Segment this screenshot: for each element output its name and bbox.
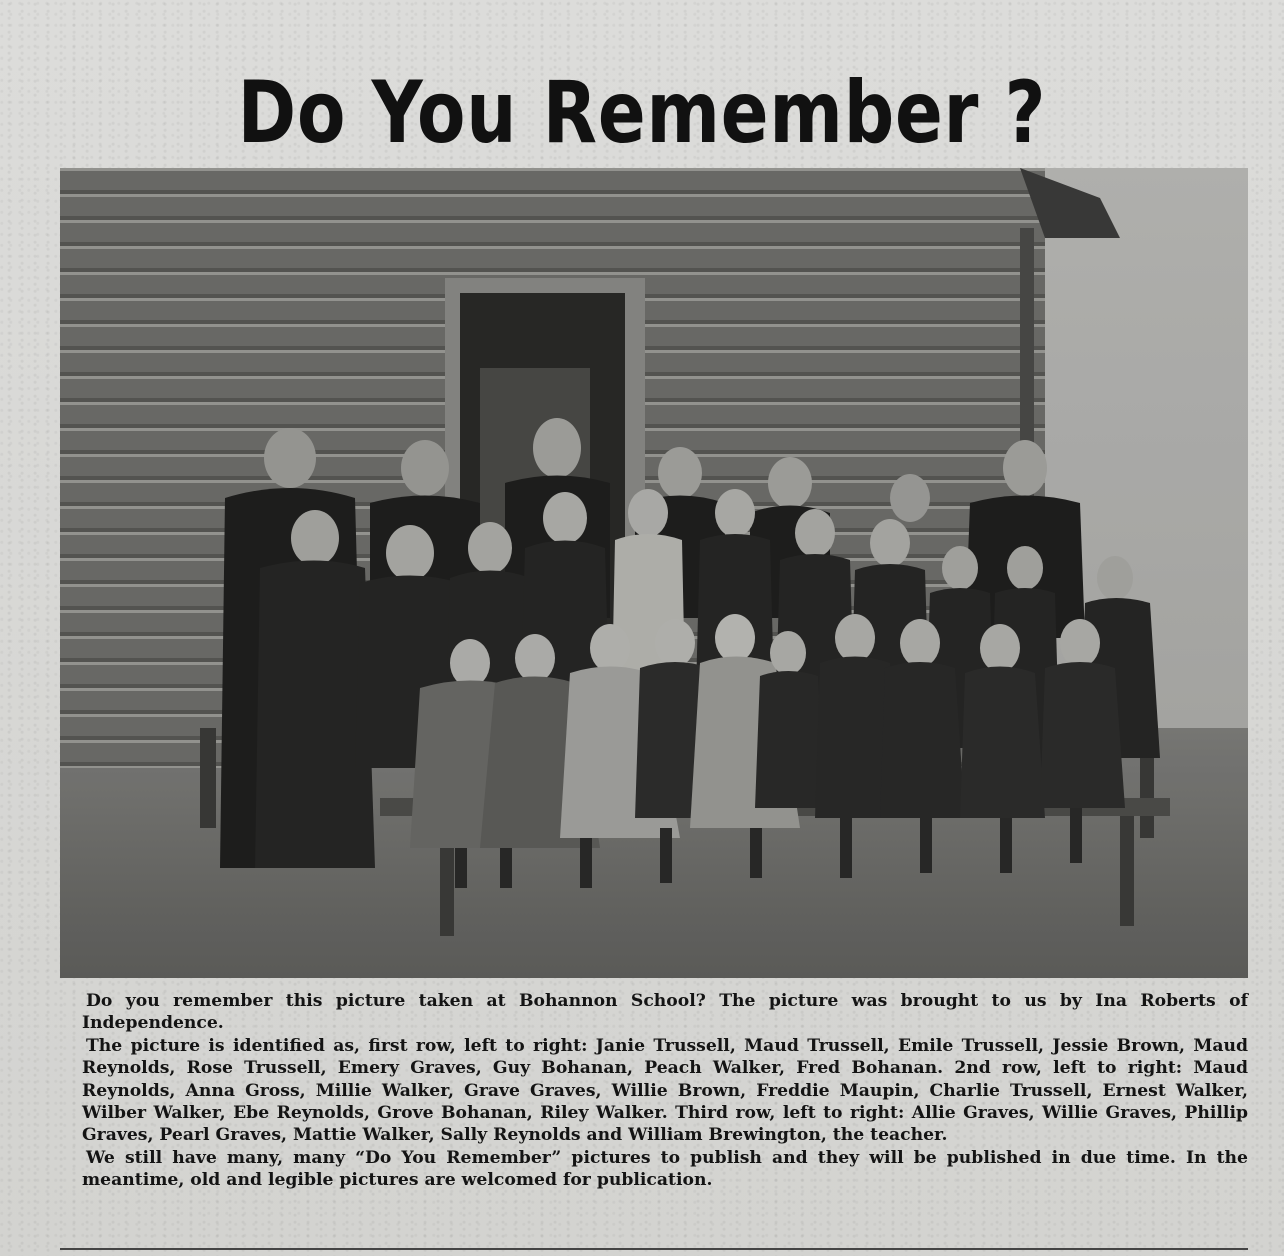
headline: Do You Remember ? [237, 63, 1047, 163]
caption-closing-note: We still have many, many “Do You Remember” pictures to publish and they will be published in due time. In the meantime, old and legible pictures are welcomed for publication. [82, 1147, 1248, 1191]
photo-illustration [60, 168, 1248, 978]
caption-intro: Do you remember this picture taken at Bohannon School? The picture was brought to us by Ina Roberts of Independence. [82, 991, 1248, 1034]
school-group-photo [60, 168, 1248, 978]
bottom-rule [60, 1248, 1248, 1250]
caption-identification: The picture is identified as, first row, left to right: Janie Trussell, Maud Trussell, Emile Trussell, Jessie Brown, Maud Reynolds, Rose Trussell, Emery Graves, Guy Bohanan, Peach Walker, Fred Bohanan. 2nd row, left to right: Maud Reynolds, Anna Gross, Millie Walker, Grave Graves, Willie Brown, Freddie Maupin, Charlie Trussell, Ernest Walker, Wilber Walker, Ebe Reynolds, Grove Bohanan, Riley Walker. Third row, left to right: Allie Graves, Willie Graves, Phillip Graves, Pearl Graves, Mattie Walker, Sally Reynolds and William Brewington, the teacher. [82, 1035, 1248, 1146]
photo-caption [82, 990, 1248, 1192]
